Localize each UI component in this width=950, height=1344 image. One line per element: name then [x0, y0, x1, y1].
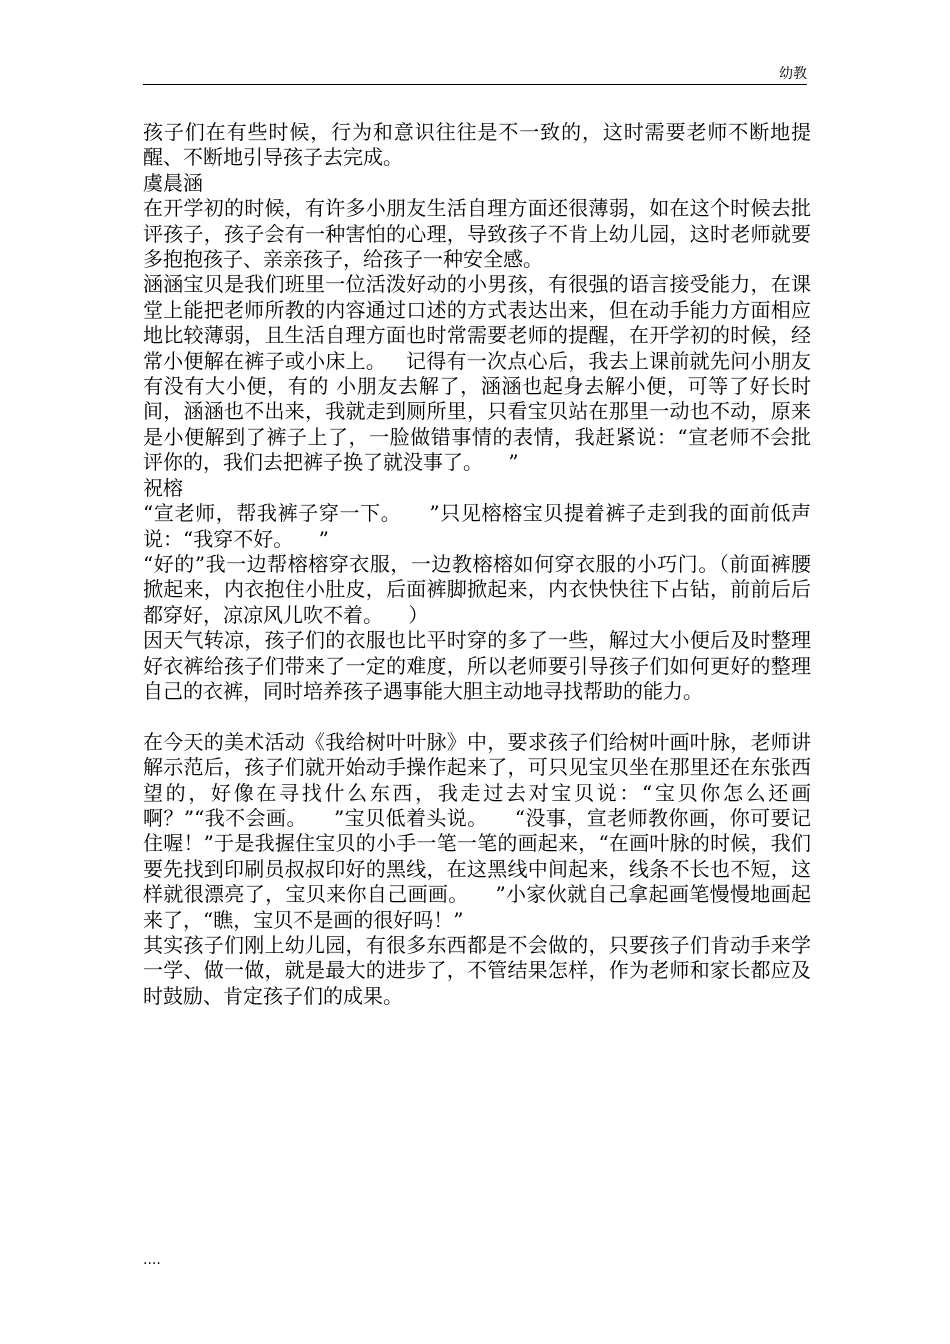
- document-body: [143, 120, 811, 1009]
- paragraph-weather-clothes: 因天气转凉，孩子们的衣服也比平时穿的多了一些，解过大小便后及时整理好衣裤给孩子们带来了一定的难度，所以老师要引导孩子们如何更好的整理自己的衣裤，同时培养孩子遇事能大胆主动地寻找帮助的能力。: [143, 628, 811, 703]
- header-divider: [143, 84, 807, 85]
- paragraph-dressing-tips: “好的”我一边帮榕榕穿衣服，一边教榕榕如何穿衣服的小巧门。（前面裤腰掀起来，内衣抱住小肚皮，后面裤脚掀起来，内衣快快往下占钻，前前后后都穿好，凉凉风儿吹不着。 ）: [143, 551, 811, 627]
- section-heading-yu-chenhan: 虞晨涵: [143, 170, 203, 195]
- paragraph-art-activity: 在今天的美术活动《我给树叶叶脉》中，要求孩子们给树叶画叶脉，老师讲解示范后，孩子们就开始动手操作起来了，可只见宝贝坐在那里还在东张西望的，好像在寻找什么东西，我走过去对宝贝说：“宝贝你怎么还画啊？”“我不会画。 ”宝贝低着头说。 “没事，宣老师教你画，你可要记住喔！”于是我握住宝贝的小手一笔一笔的画起来，“在画叶脉的时候，我们要先找到印刷员叔叔印好的黑线，在这黑线中间起来，线条不长也不短，这样就很漂亮了，宝贝来你自己画画。 ”小家伙就自己拿起画笔慢慢地画起来了，“瞧，宝贝不是画的很好吗！”: [143, 729, 811, 932]
- paragraph-hanhan-story: 涵涵宝贝是我们班里一位活泼好动的小男孩，有很强的语言接受能力，在课堂上能把老师所教的内容通过口述的方式表达出来，但在动手能力方面相应地比较薄弱，且生活自理方面也时常需要老师的提醒，在开学初的时候，经常小便解在裤子或小床上。 记得有一次点心后，我去上课前就先问小朋友有没有大小便，有的 小朋友去解了，涵涵也起身去解小便，可等了好长时间，涵涵也不出来，我就走到厕所里，只看宝贝站在那里一动也不动，原来是小便解到了裤子上了，一脸做错事情的表情，我赶紧说：“宣老师不会批评你的，我们去把裤子换了就没事了。 ”: [143, 272, 811, 475]
- section-heading-zhu-rong: 祝榕: [143, 475, 183, 500]
- blank-line: [143, 704, 811, 729]
- paragraph-intro: 孩子们在有些时候，行为和意识往往是不一致的，这时需要老师不断地提醒、不断地引导孩子去完成。: [143, 120, 811, 170]
- paragraph-start-of-term: 在开学初的时候，有许多小朋友生活自理方面还很薄弱，如在这个时候去批评孩子，孩子会有一种害怕的心理，导致孩子不肯上幼儿园，这时老师就要多抱抱孩子、亲亲孩子，给孩子一种安全感。: [143, 196, 811, 272]
- paragraph-rongrong-request: “宣老师，帮我裤子穿一下。 ”只见榕榕宝贝提着裤子走到我的面前低声说：“我穿不好。 ”: [143, 501, 811, 551]
- paragraph-conclusion: 其实孩子们刚上幼儿园，有很多东西都是不会做的，只要孩子们肯动手来学一学、做一做，就是最大的进步了，不管结果怎样，作为老师和家长都应及时鼓励、肯定孩子们的成果。: [143, 932, 811, 1008]
- header-label: 幼教: [779, 66, 807, 82]
- footer-marker: ....: [143, 1252, 161, 1268]
